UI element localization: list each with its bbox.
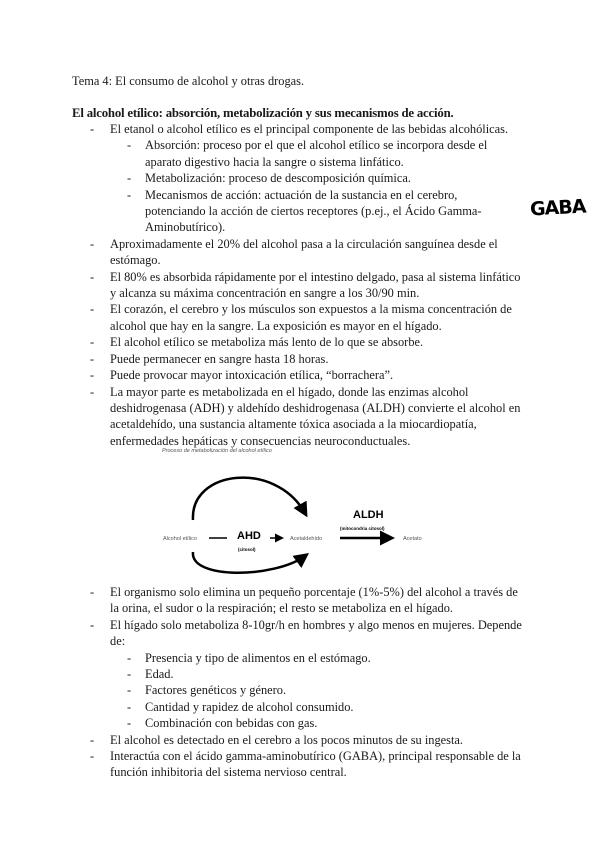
sub-list-item: - Metabolización: proceso de descomposición química.: [72, 170, 515, 186]
intermediate-label: Acetaldehído: [290, 536, 323, 542]
list-item: - El etanol o alcohol etílico es el principal componente de las bebidas alcohólicas.: [72, 121, 522, 137]
enzyme-aldh: ALDH: [353, 509, 384, 521]
list-item: - El alcohol etílico se metaboliza más lento de lo que se absorbe.: [72, 334, 522, 350]
list-item: - La mayor parte es metabolizada en el hígado, donde las enzimas alcohol deshidrogenasa (ADH) y aldehído deshidrogenasa (ALDH) convierte el alcohol en acetaldehído, una sustancia altamente tóxica asociada a la miocardiopatía, enfermedades hepáticas y consecuencias neuroconductuales.: [72, 384, 522, 450]
product-label: Acetato: [403, 536, 422, 542]
enzyme-ahd: AHD: [237, 530, 261, 542]
section-heading: El alcohol etílico: absorción, metabolización y sus mecanismos de acción.: [72, 106, 454, 120]
list-item: - El alcohol es detectado en el cerebro a los pocos minutos de su ingesta.: [72, 732, 522, 748]
metabolism-diagram: [145, 440, 445, 580]
sub-list-item: - Mecanismos de acción: actuación de la sustancia en el cerebro, potenciando la acción de ciertos receptores (p.ej., el Ácido Gamma-Aminobutírico).: [72, 187, 515, 236]
lower-arrow: [193, 552, 305, 573]
sub-list-item: - Cantidad y rapidez de alcohol consumido.: [72, 699, 515, 715]
enzyme-ahd-note: (citosol): [238, 547, 256, 552]
sub-list-item: - Absorción: proceso por el que el alcohol etílico se incorpora desde el aparato digestivo hacia la sangre o sistema linfático.: [72, 137, 515, 170]
sub-list-item: - Factores genéticos y género.: [72, 682, 515, 698]
source-label: Alcohol etílico: [163, 536, 197, 542]
sub-list-item: - Presencia y tipo de alimentos en el estómago.: [72, 650, 515, 666]
list-item: - El organismo solo elimina un pequeño porcentaje (1%-5%) del alcohol a través de la orina, el sudor o la respiración; el resto se metaboliza en el hígado.: [72, 584, 522, 617]
document-title: Tema 4: El consumo de alcohol y otras drogas.: [72, 74, 305, 88]
sub-list-item: - Edad.: [72, 666, 515, 682]
list-item: - Aproximadamente el 20% del alcohol pasa a la circulación sanguínea desde el estómago.: [72, 236, 522, 269]
handwritten-annotation: GABA: [529, 195, 587, 221]
bullet-list-2: [72, 584, 532, 781]
list-item: - El corazón, el cerebro y los músculos son expuestos a la misma concentración de alcohol que hay en la sangre. La exposición es mayor en el hígado.: [72, 301, 522, 334]
enzyme-aldh-note: (mitocondria citosol): [340, 526, 385, 531]
upper-arrow: [193, 478, 305, 520]
list-item: - Puede provocar mayor intoxicación etílica, “borrachera”.: [72, 367, 522, 383]
list-item: - Interactúa con el ácido gamma-aminobutírico (GABA), principal responsable de la función inhibitoria del sistema nervioso central.: [72, 748, 522, 781]
bullet-list-1: [72, 121, 532, 449]
list-item: - Puede permanecer en sangre hasta 18 horas.: [72, 351, 522, 367]
list-item: - El hígado solo metaboliza 8-10gr/h en hombres y algo menos en mujeres. Depende de:: [72, 617, 522, 650]
diagram-caption: Proceso de metabolización del alcohol etílico: [162, 448, 272, 454]
list-item: - El 80% es absorbida rápidamente por el intestino delgado, pasa al sistema linfático y alcanza su máxima concentración en sangre a los 30/90 min.: [72, 269, 522, 302]
sub-list-item: - Combinación con bebidas con gas.: [72, 715, 515, 731]
